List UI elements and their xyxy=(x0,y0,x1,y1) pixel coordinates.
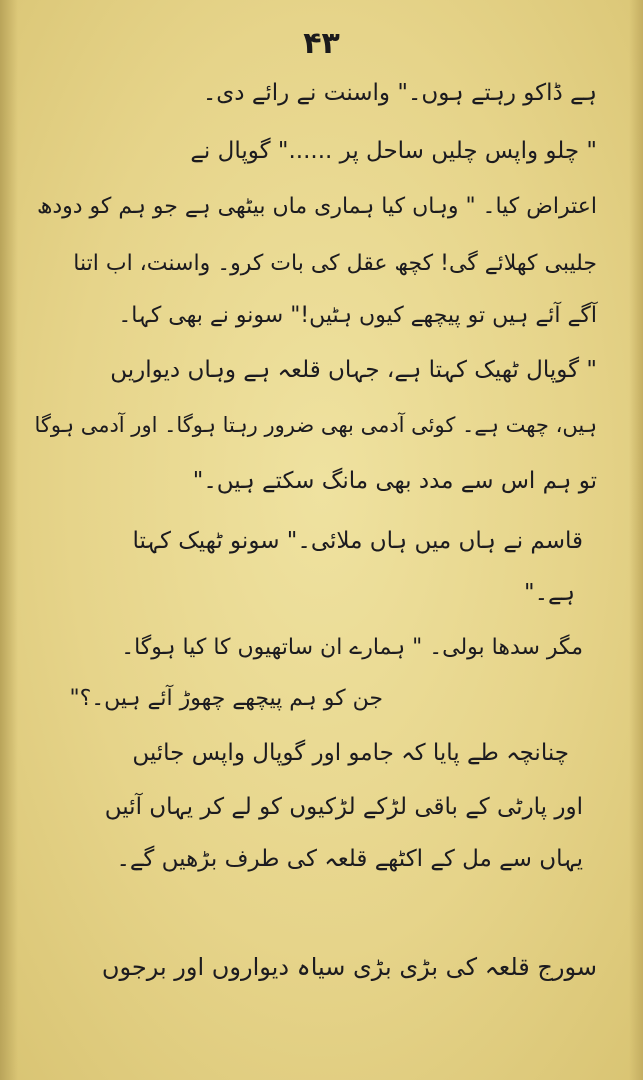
text-line: ہیں، چھت ہے۔ کوئی آدمی بھی ضرور رہتا ہوگا۔ اور آدمی ہوگا xyxy=(34,413,597,437)
text-line: مگر سدھا بولی۔ " ہمارے ان ساتھیوں کا کیا ہوگا۔ xyxy=(121,635,583,660)
text-line: چنانچہ طے پایا کہ جامو اور گوپال واپس جائیں xyxy=(132,740,569,766)
page-number: ۴۳ xyxy=(303,26,340,61)
text-line: جن کو ہم پیچھے چھوڑ آئے ہیں۔؟" xyxy=(69,686,383,711)
text-line: قاسم نے ہاں میں ہاں ملائی۔" سونو ٹھیک کہتا xyxy=(132,528,583,554)
text-line: " چلو واپس چلیں ساحل پر ......" گوپال نے xyxy=(190,138,597,164)
text-line: آگے آئے ہیں تو پیچھے کیوں ہٹیں!" سونو نے بھی کہا۔ xyxy=(118,303,597,328)
text-line: یہاں سے مل کے اکٹھے قلعہ کی طرف بڑھیں گے۔ xyxy=(116,846,583,872)
text-line: ہے۔" xyxy=(523,580,575,606)
text-line: اور پارٹی کے باقی لڑکے لڑکیوں کو لے کر یہاں آئیں xyxy=(104,794,583,820)
text-line: سورج قلعہ کی بڑی بڑی سیاہ دیواروں اور برجوں xyxy=(101,953,597,981)
page-edge-left xyxy=(0,0,18,1080)
text-line: " گوپال ٹھیک کہتا ہے، جہاں قلعہ ہے وہاں دیواریں xyxy=(110,357,597,383)
text-line: تو ہم اس سے مدد بھی مانگ سکتے ہیں۔" xyxy=(192,468,597,494)
text-line: ہے ڈاکو رہتے ہوں۔" واسنت نے رائے دی۔ xyxy=(202,80,597,106)
page-edge-right xyxy=(629,0,643,1080)
text-line: جلیبی کھلائے گی! کچھ عقل کی بات کرو۔ واسنت، اب اتنا xyxy=(73,251,597,276)
text-line: اعتراض کیا۔ " وہاں کیا ہماری ماں بیٹھی ہے جو ہم کو دودھ xyxy=(36,194,597,219)
